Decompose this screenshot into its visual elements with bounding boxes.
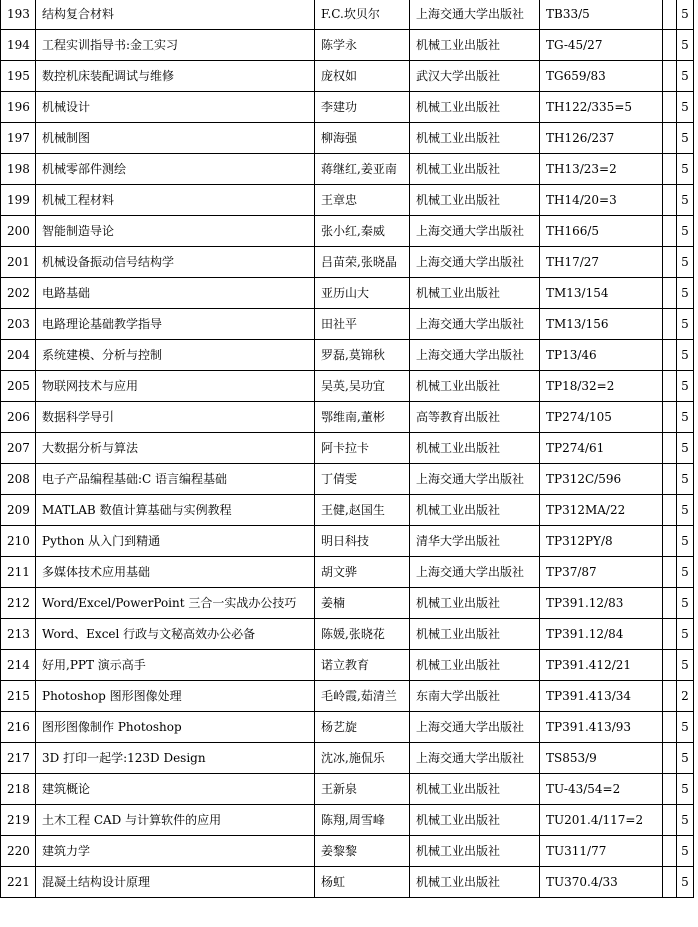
blank-cell xyxy=(663,154,677,185)
publisher-cell: 机械工业出版社 xyxy=(410,650,540,681)
quantity-cell: 5 xyxy=(677,557,694,588)
quantity-cell: 5 xyxy=(677,340,694,371)
call-number-cell: TP37/87 xyxy=(540,557,663,588)
blank-cell xyxy=(663,464,677,495)
blank-cell xyxy=(663,402,677,433)
book-title-cell: 系统建模、分析与控制 xyxy=(36,340,315,371)
book-title-cell: 机械设计 xyxy=(36,92,315,123)
quantity-cell: 5 xyxy=(677,464,694,495)
table-row xyxy=(1,526,694,557)
book-title-cell: 图形图像制作 Photoshop xyxy=(36,712,315,743)
quantity-cell: 5 xyxy=(677,526,694,557)
blank-cell xyxy=(663,185,677,216)
author-cell: 罗磊,莫锦秋 xyxy=(315,340,410,371)
row-number-cell: 215 xyxy=(1,681,36,712)
blank-cell xyxy=(663,123,677,154)
quantity-cell: 5 xyxy=(677,588,694,619)
row-number-cell: 214 xyxy=(1,650,36,681)
row-number-cell: 216 xyxy=(1,712,36,743)
quantity-cell: 5 xyxy=(677,805,694,836)
call-number-cell: TM13/154 xyxy=(540,278,663,309)
author-cell: 柳海强 xyxy=(315,123,410,154)
table-row xyxy=(1,588,694,619)
table-row xyxy=(1,340,694,371)
author-cell: 吴英,吴功宜 xyxy=(315,371,410,402)
table-row xyxy=(1,867,694,898)
book-title-cell: Word/Excel/PowerPoint 三合一实战办公技巧 xyxy=(36,588,315,619)
book-title-cell: 大数据分析与算法 xyxy=(36,433,315,464)
blank-cell xyxy=(663,650,677,681)
call-number-cell: TH126/237 xyxy=(540,123,663,154)
row-number-cell: 204 xyxy=(1,340,36,371)
publisher-cell: 上海交通大学出版社 xyxy=(410,743,540,774)
row-number-cell: 221 xyxy=(1,867,36,898)
book-title-cell: MATLAB 数值计算基础与实例教程 xyxy=(36,495,315,526)
row-number-cell: 193 xyxy=(1,0,36,30)
author-cell: 王章忠 xyxy=(315,185,410,216)
blank-cell xyxy=(663,588,677,619)
book-title-cell: 好用,PPT 演示高手 xyxy=(36,650,315,681)
publisher-cell: 东南大学出版社 xyxy=(410,681,540,712)
author-cell: 沈冰,施侃乐 xyxy=(315,743,410,774)
call-number-cell: TP391.12/84 xyxy=(540,619,663,650)
author-cell: 胡文骅 xyxy=(315,557,410,588)
book-title-cell: 物联网技术与应用 xyxy=(36,371,315,402)
blank-cell xyxy=(663,495,677,526)
call-number-cell: TB33/5 xyxy=(540,0,663,30)
table-row xyxy=(1,61,694,92)
quantity-cell: 5 xyxy=(677,712,694,743)
call-number-cell: TP391.12/83 xyxy=(540,588,663,619)
book-title-cell: Photoshop 图形图像处理 xyxy=(36,681,315,712)
book-title-cell: 土木工程 CAD 与计算软件的应用 xyxy=(36,805,315,836)
table-row xyxy=(1,836,694,867)
blank-cell xyxy=(663,340,677,371)
call-number-cell: TU370.4/33 xyxy=(540,867,663,898)
author-cell: 姜楠 xyxy=(315,588,410,619)
publisher-cell: 机械工业出版社 xyxy=(410,185,540,216)
table-row xyxy=(1,557,694,588)
publisher-cell: 清华大学出版社 xyxy=(410,526,540,557)
row-number-cell: 209 xyxy=(1,495,36,526)
author-cell: 明日科技 xyxy=(315,526,410,557)
quantity-cell: 5 xyxy=(677,0,694,30)
table-row xyxy=(1,309,694,340)
call-number-cell: TM13/156 xyxy=(540,309,663,340)
call-number-cell: TH17/27 xyxy=(540,247,663,278)
publisher-cell: 机械工业出版社 xyxy=(410,774,540,805)
author-cell: 亚历山大 xyxy=(315,278,410,309)
blank-cell xyxy=(663,0,677,30)
book-title-cell: Word、Excel 行政与文秘高效办公必备 xyxy=(36,619,315,650)
table-row xyxy=(1,216,694,247)
call-number-cell: TP312C/596 xyxy=(540,464,663,495)
publisher-cell: 高等教育出版社 xyxy=(410,402,540,433)
blank-cell xyxy=(663,278,677,309)
author-cell: 陈媛,张晓花 xyxy=(315,619,410,650)
call-number-cell: TH14/20=3 xyxy=(540,185,663,216)
call-number-cell: TS853/9 xyxy=(540,743,663,774)
publisher-cell: 机械工业出版社 xyxy=(410,805,540,836)
blank-cell xyxy=(663,805,677,836)
publisher-cell: 上海交通大学出版社 xyxy=(410,340,540,371)
row-number-cell: 203 xyxy=(1,309,36,340)
book-title-cell: 电子产品编程基础:C 语言编程基础 xyxy=(36,464,315,495)
row-number-cell: 207 xyxy=(1,433,36,464)
author-cell: 王健,赵国生 xyxy=(315,495,410,526)
call-number-cell: TP391.413/93 xyxy=(540,712,663,743)
quantity-cell: 5 xyxy=(677,247,694,278)
call-number-cell: TH122/335=5 xyxy=(540,92,663,123)
author-cell: 庞权如 xyxy=(315,61,410,92)
book-title-cell: 3D 打印一起学:123D Design xyxy=(36,743,315,774)
quantity-cell: 5 xyxy=(677,123,694,154)
blank-cell xyxy=(663,526,677,557)
blank-cell xyxy=(663,371,677,402)
row-number-cell: 219 xyxy=(1,805,36,836)
quantity-cell: 5 xyxy=(677,278,694,309)
publisher-cell: 上海交通大学出版社 xyxy=(410,247,540,278)
row-number-cell: 198 xyxy=(1,154,36,185)
row-number-cell: 208 xyxy=(1,464,36,495)
author-cell: 丁倩雯 xyxy=(315,464,410,495)
table-row xyxy=(1,712,694,743)
call-number-cell: TP312MA/22 xyxy=(540,495,663,526)
call-number-cell: TU311/77 xyxy=(540,836,663,867)
author-cell: 李建功 xyxy=(315,92,410,123)
publisher-cell: 上海交通大学出版社 xyxy=(410,464,540,495)
quantity-cell: 5 xyxy=(677,867,694,898)
quantity-cell: 5 xyxy=(677,402,694,433)
table-row xyxy=(1,805,694,836)
blank-cell xyxy=(663,743,677,774)
author-cell: 蒋继红,姜亚南 xyxy=(315,154,410,185)
book-title-cell: 混凝土结构设计原理 xyxy=(36,867,315,898)
blank-cell xyxy=(663,867,677,898)
call-number-cell: TP391.412/21 xyxy=(540,650,663,681)
book-title-cell: 机械零部件测绘 xyxy=(36,154,315,185)
table-row xyxy=(1,774,694,805)
publisher-cell: 机械工业出版社 xyxy=(410,30,540,61)
table-row xyxy=(1,0,694,30)
author-cell: 田社平 xyxy=(315,309,410,340)
publisher-cell: 机械工业出版社 xyxy=(410,433,540,464)
author-cell: 诺立教育 xyxy=(315,650,410,681)
publisher-cell: 上海交通大学出版社 xyxy=(410,309,540,340)
book-title-cell: 机械设备振动信号结构学 xyxy=(36,247,315,278)
author-cell: 杨艺旋 xyxy=(315,712,410,743)
publisher-cell: 武汉大学出版社 xyxy=(410,61,540,92)
row-number-cell: 197 xyxy=(1,123,36,154)
table-row xyxy=(1,402,694,433)
book-title-cell: 建筑概论 xyxy=(36,774,315,805)
row-number-cell: 205 xyxy=(1,371,36,402)
table-row xyxy=(1,650,694,681)
book-title-cell: 电路理论基础教学指导 xyxy=(36,309,315,340)
call-number-cell: TP18/32=2 xyxy=(540,371,663,402)
quantity-cell: 5 xyxy=(677,154,694,185)
publisher-cell: 机械工业出版社 xyxy=(410,278,540,309)
call-number-cell: TU-43/54=2 xyxy=(540,774,663,805)
quantity-cell: 5 xyxy=(677,92,694,123)
call-number-cell: TU201.4/117=2 xyxy=(540,805,663,836)
quantity-cell: 5 xyxy=(677,433,694,464)
publisher-cell: 机械工业出版社 xyxy=(410,495,540,526)
quantity-cell: 5 xyxy=(677,61,694,92)
table-row xyxy=(1,464,694,495)
table-row xyxy=(1,495,694,526)
table-row xyxy=(1,92,694,123)
author-cell: 杨虹 xyxy=(315,867,410,898)
publisher-cell: 机械工业出版社 xyxy=(410,836,540,867)
author-cell: 姜黎黎 xyxy=(315,836,410,867)
row-number-cell: 220 xyxy=(1,836,36,867)
row-number-cell: 194 xyxy=(1,30,36,61)
table-row xyxy=(1,743,694,774)
call-number-cell: TH166/5 xyxy=(540,216,663,247)
quantity-cell: 5 xyxy=(677,495,694,526)
blank-cell xyxy=(663,30,677,61)
table-row xyxy=(1,371,694,402)
author-cell: 陈学永 xyxy=(315,30,410,61)
publisher-cell: 上海交通大学出版社 xyxy=(410,0,540,30)
row-number-cell: 218 xyxy=(1,774,36,805)
call-number-cell: TG-45/27 xyxy=(540,30,663,61)
row-number-cell: 201 xyxy=(1,247,36,278)
call-number-cell: TP391.413/34 xyxy=(540,681,663,712)
blank-cell xyxy=(663,216,677,247)
publisher-cell: 机械工业出版社 xyxy=(410,588,540,619)
book-title-cell: 数控机床装配调试与维修 xyxy=(36,61,315,92)
table-row xyxy=(1,123,694,154)
publisher-cell: 机械工业出版社 xyxy=(410,92,540,123)
author-cell: F.C.坎贝尔 xyxy=(315,0,410,30)
blank-cell xyxy=(663,681,677,712)
book-title-cell: 机械制图 xyxy=(36,123,315,154)
author-cell: 吕苗荣,张晓晶 xyxy=(315,247,410,278)
quantity-cell: 2 xyxy=(677,681,694,712)
author-cell: 阿卡拉卡 xyxy=(315,433,410,464)
row-number-cell: 202 xyxy=(1,278,36,309)
publisher-cell: 机械工业出版社 xyxy=(410,867,540,898)
author-cell: 毛岭霞,茹清兰 xyxy=(315,681,410,712)
book-title-cell: 建筑力学 xyxy=(36,836,315,867)
quantity-cell: 5 xyxy=(677,743,694,774)
publisher-cell: 机械工业出版社 xyxy=(410,154,540,185)
call-number-cell: TG659/83 xyxy=(540,61,663,92)
author-cell: 张小红,秦威 xyxy=(315,216,410,247)
book-title-cell: 工程实训指导书:金工实习 xyxy=(36,30,315,61)
quantity-cell: 5 xyxy=(677,836,694,867)
book-title-cell: 多媒体技术应用基础 xyxy=(36,557,315,588)
row-number-cell: 196 xyxy=(1,92,36,123)
call-number-cell: TP312PY/8 xyxy=(540,526,663,557)
blank-cell xyxy=(663,557,677,588)
author-cell: 王新泉 xyxy=(315,774,410,805)
publisher-cell: 机械工业出版社 xyxy=(410,123,540,154)
table-row xyxy=(1,619,694,650)
book-title-cell: 智能制造导论 xyxy=(36,216,315,247)
book-title-cell: 电路基础 xyxy=(36,278,315,309)
book-title-cell: Python 从入门到精通 xyxy=(36,526,315,557)
blank-cell xyxy=(663,619,677,650)
table-row xyxy=(1,154,694,185)
table-row xyxy=(1,278,694,309)
publisher-cell: 上海交通大学出版社 xyxy=(410,216,540,247)
quantity-cell: 5 xyxy=(677,774,694,805)
table-row xyxy=(1,185,694,216)
quantity-cell: 5 xyxy=(677,309,694,340)
table-body xyxy=(1,0,694,898)
table-row xyxy=(1,247,694,278)
row-number-cell: 206 xyxy=(1,402,36,433)
row-number-cell: 210 xyxy=(1,526,36,557)
book-title-cell: 结构复合材料 xyxy=(36,0,315,30)
quantity-cell: 5 xyxy=(677,185,694,216)
quantity-cell: 5 xyxy=(677,216,694,247)
blank-cell xyxy=(663,309,677,340)
blank-cell xyxy=(663,433,677,464)
row-number-cell: 213 xyxy=(1,619,36,650)
publisher-cell: 机械工业出版社 xyxy=(410,371,540,402)
quantity-cell: 5 xyxy=(677,650,694,681)
quantity-cell: 5 xyxy=(677,30,694,61)
call-number-cell: TH13/23=2 xyxy=(540,154,663,185)
author-cell: 鄂维南,董彬 xyxy=(315,402,410,433)
blank-cell xyxy=(663,774,677,805)
blank-cell xyxy=(663,712,677,743)
publisher-cell: 上海交通大学出版社 xyxy=(410,557,540,588)
book-title-cell: 机械工程材料 xyxy=(36,185,315,216)
row-number-cell: 211 xyxy=(1,557,36,588)
quantity-cell: 5 xyxy=(677,619,694,650)
call-number-cell: TP274/61 xyxy=(540,433,663,464)
row-number-cell: 200 xyxy=(1,216,36,247)
publisher-cell: 上海交通大学出版社 xyxy=(410,712,540,743)
row-number-cell: 199 xyxy=(1,185,36,216)
blank-cell xyxy=(663,247,677,278)
row-number-cell: 195 xyxy=(1,61,36,92)
call-number-cell: TP274/105 xyxy=(540,402,663,433)
blank-cell xyxy=(663,61,677,92)
table-row xyxy=(1,433,694,464)
table-row xyxy=(1,681,694,712)
quantity-cell: 5 xyxy=(677,371,694,402)
publisher-cell: 机械工业出版社 xyxy=(410,619,540,650)
table-row xyxy=(1,30,694,61)
row-number-cell: 212 xyxy=(1,588,36,619)
blank-cell xyxy=(663,836,677,867)
row-number-cell: 217 xyxy=(1,743,36,774)
book-title-cell: 数据科学导引 xyxy=(36,402,315,433)
call-number-cell: TP13/46 xyxy=(540,340,663,371)
author-cell: 陈翔,周雪峰 xyxy=(315,805,410,836)
blank-cell xyxy=(663,92,677,123)
